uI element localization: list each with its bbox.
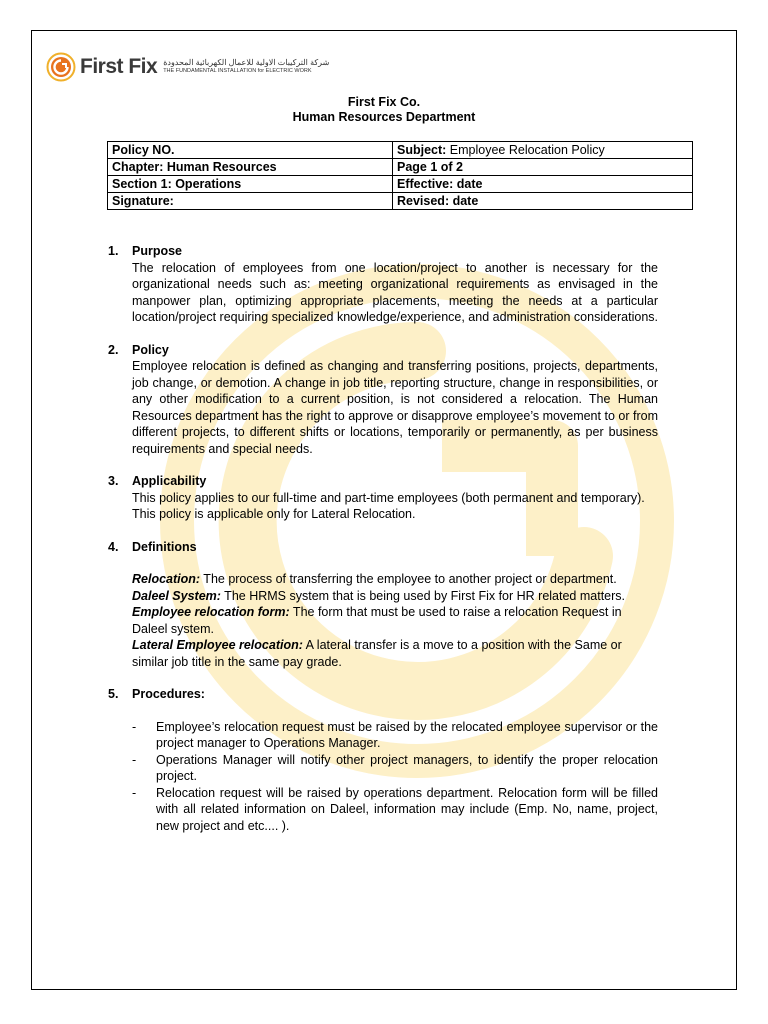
section-text: Employee relocation is defined as changing and transferring positions, projects, departments, job change, or demotion. A change in job title, reporting structure, change in responsibilities, or any other modification to a current position, is not considered a relocation. The Human Resources department has the right to approve or disapprove employee’s movement to or from different projects, to different shifts or locations, temporarily or permanently, as per business requirements and special needs. <box>132 359 658 456</box>
list-item <box>132 752 658 785</box>
bullet-dash: - <box>132 719 137 734</box>
definition-item <box>132 637 658 670</box>
definition-text: The process of transferring the employee to another project or department. <box>200 572 617 586</box>
section-text: The relocation of employees from one location/project to another is necessary for the organizational needs such as: meeting organizational requirements as envisaged in the manpower plan, optimizing appropriate placements, meeting the needs at a particular location/project requiring specialized knowledge/experience, and administration considerations. <box>132 260 659 324</box>
document-page <box>31 30 737 990</box>
table-row <box>108 176 693 193</box>
signature-cell: Signature: <box>108 193 393 210</box>
definition-item <box>132 571 658 588</box>
logo-subtitle <box>163 59 329 75</box>
bullet-dash: - <box>132 752 137 767</box>
section-cell: Section 1: Operations <box>108 176 393 193</box>
list-item <box>132 719 658 752</box>
section-number: 2. <box>108 342 119 357</box>
first-fix-logo-icon <box>46 52 76 82</box>
section-number: 3. <box>108 474 119 488</box>
section-procedures <box>108 686 658 834</box>
section-number: 5. <box>108 687 119 701</box>
table-row <box>108 142 693 159</box>
effective-date-cell: Effective: date <box>393 176 693 193</box>
procedure-list <box>132 719 658 835</box>
section-title: Definitions <box>132 539 197 554</box>
department-name: Human Resources Department <box>292 110 476 124</box>
definition-term: Lateral Employee relocation: <box>132 638 303 652</box>
section-text: This policy is applicable only for Lateral Relocation. <box>132 507 416 521</box>
logo-tagline: THE FUNDAMENTAL INSTALLATION for ELECTRIC WORK <box>163 68 312 75</box>
revised-date-cell: Revised: date <box>393 193 693 210</box>
section-purpose <box>108 243 659 326</box>
definition-item <box>132 604 658 637</box>
subject-value: Employee Relocation Policy <box>446 142 605 157</box>
policy-info-table <box>107 141 693 210</box>
definition-term: Relocation: <box>132 572 201 586</box>
definition-text: A lateral transfer is a move to a position with the Same or similar job title in the same pay grade. <box>132 638 622 669</box>
subject-label: Subject: <box>397 142 447 157</box>
section-title: Policy <box>132 342 169 357</box>
section-title: Purpose <box>132 244 183 258</box>
policy-content <box>108 243 659 834</box>
company-name: First Fix Co. <box>347 95 421 109</box>
table-row <box>108 159 693 176</box>
procedure-text: Employee’s relocation request must be raised by the relocated employee supervisor or the project manager to Operations Manager. <box>156 719 658 750</box>
company-logo <box>46 52 329 82</box>
list-item <box>132 785 658 835</box>
logo-name: First Fix <box>80 55 158 78</box>
chapter-cell: Chapter: Human Resources <box>108 159 393 176</box>
definition-term: Daleel System: <box>132 588 221 603</box>
page-number-cell: Page 1 of 2 <box>393 159 693 176</box>
procedure-text: Relocation request will be raised by operations department. Relocation form will be filled with all related information on Daleel, information may include (Emp. No, name, project, new project and etc.... ). <box>156 785 658 833</box>
section-policy <box>108 342 658 458</box>
section-applicability <box>108 473 658 523</box>
definition-item <box>132 588 658 605</box>
section-text: This policy applies to our full-time and part-time employees (both permanent and temporary). <box>132 490 645 505</box>
section-number: 1. <box>108 244 119 258</box>
definition-term: Employee relocation form: <box>132 605 290 619</box>
bullet-dash: - <box>132 785 137 800</box>
section-number: 4. <box>108 539 119 554</box>
subject-cell <box>393 142 693 159</box>
definition-text: The form that must be used to raise a relocation Request in Daleel system. <box>132 605 622 636</box>
procedure-text: Operations Manager will notify other project managers, to identify the proper relocation project. <box>156 752 658 783</box>
section-definitions <box>108 539 658 671</box>
definition-text: The HRMS system that is being used by First Fix for HR related matters. <box>220 588 626 603</box>
table-row <box>108 193 693 210</box>
section-title: Procedures: <box>132 687 205 701</box>
section-title: Applicability <box>132 474 207 488</box>
policy-number-cell: Policy NO. <box>108 142 393 159</box>
logo-arabic-text: شركة التركيبات الاولية للاعمال الكهربائية المحدودة <box>163 58 330 68</box>
